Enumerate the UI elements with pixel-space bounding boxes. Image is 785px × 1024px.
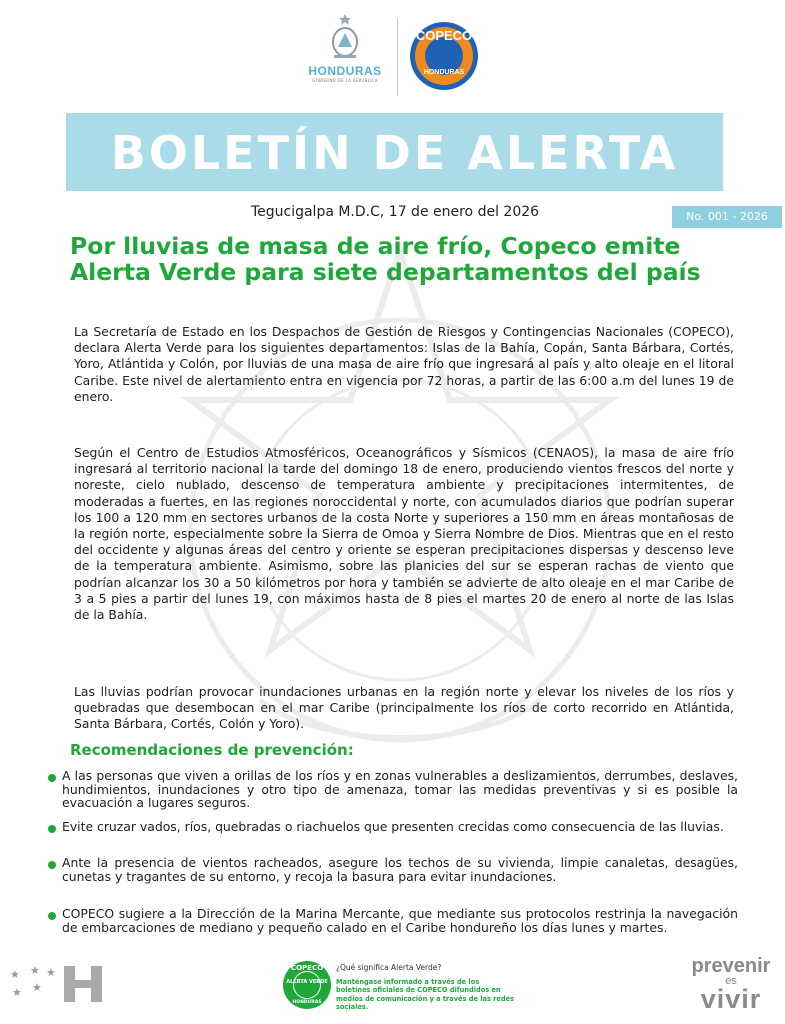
- banner-title: BOLETÍN DE ALERTA: [110, 126, 679, 180]
- footer-logo-bottom-text: HONDURAS: [292, 1000, 322, 1005]
- body-paragraph-3: Las lluvias podrían provocar inundaciones urbanas en la región norte y elevar los niveles de los ríos y quebradas que desembocan en el mar Caribe (principalmente los ríos de corto recorrido en Atlántida, Santa Bárbara, Cortés, Colón y Yoro).: [74, 684, 734, 732]
- bullet-dot-icon: [48, 861, 56, 869]
- coat-of-arms-icon: [328, 14, 362, 60]
- bullet-dot-icon: [48, 774, 56, 782]
- slogan-prevenir: prevenir: [691, 955, 771, 977]
- bulletin-number-badge: No. 001 - 2026: [672, 206, 782, 228]
- honduras-government-logo: [300, 14, 390, 83]
- honduras-logo-name: HONDURAS: [308, 64, 382, 78]
- copeco-alerta-verde-logo: [283, 961, 331, 1009]
- copeco-logo: [410, 22, 478, 90]
- footer-question: ¿Qué significa Alerta Verde?: [336, 963, 442, 972]
- body-paragraph-1: La Secretaría de Estado en los Despachos de Gestión de Riesgos y Contingencias Nacionales (COPECO), declara Alerta Verde para los siguientes departamentos: Islas de la Bahía, Copán, Santa Bárbara, Cortés, Yoro, Atlántida y Colón, por lluvias de una masa de aire frío que ingresará al país y alto oleaje en el litoral Caribe. Este nivel de alertamiento entra en vigencia por 72 horas, a partir de las 6:00 a.m del lunes 19 de enero.: [74, 324, 734, 404]
- recommendation-item: [48, 769, 738, 810]
- recommendation-item: [48, 820, 738, 834]
- recommendation-item: [48, 856, 738, 883]
- slogan-vivir: vivir: [700, 984, 762, 1014]
- recommendation-text: A las personas que viven a orillas de los ríos y en zonas vulnerables a deslizamientos, derrumbes, deslaves, hundimientos, inundaciones y otro tipo de amenaza, tomar las medidas preventivas y si es posible la evacuación a lugares seguros.: [62, 768, 738, 811]
- copeco-logo-bottom-text: HONDURAS: [423, 69, 465, 76]
- recommendation-item: [48, 907, 738, 934]
- recommendation-text: COPECO sugiere a la Dirección de la Marina Mercante, que mediante sus protocolos restrinja la navegación de embarcaciones de mediano y pequeño calado en el Caribe hondureño los días lunes y martes.: [62, 906, 738, 935]
- recommendation-text: Evite cruzar vados, ríos, quebradas o riachuelos que presenten crecidas como consecuencia de las lluvias.: [62, 819, 724, 834]
- dateline: Tegucigalpa M.D.C, 17 de enero del 2026: [250, 204, 540, 220]
- body-paragraph-2: Según el Centro de Estudios Atmosféricos, Oceanográficos y Sísmicos (CENAOS), la masa de aire frío ingresará al territorio nacional la tarde del domingo 18 de enero, produciendo vientos frescos del norte y noreste, cielo nublado, descenso de temperatura ambiente y precipitaciones intermitentes, de moderadas a fuertes, en las regiones noroccidental y norte, con acumulados diarios que podrían superar los 100 a 120 mm en sectores urbanos de la costa Norte y superiores a 150 mm en áreas montañosas de la región norte, especialmente sobre la Sierra de Omoa y Sierra Nombre de Dios. Mientras que en el resto del occidente y algunas áreas del centro y oriente se esperan precipitaciones dispersas y descenso leve de la temperatura ambiente. Asimismo, sobre las planicies del sur se esperan rachas de viento que podrían alcanzar los 30 a 50 kilómetros por hora y también se advierte de alto oleaje en el mar Caribe de 3 a 5 pies a partir del lunes 19, con máximos hasta de 8 pies el martes 20 de enero al norte de las Islas de la Bahía.: [74, 445, 734, 623]
- slogan-es: es: [725, 975, 737, 987]
- h-monogram-icon: [64, 966, 102, 1002]
- footer-logo-top-text: COPECO: [290, 964, 324, 972]
- bullet-dot-icon: [48, 825, 56, 833]
- bullet-dot-icon: [48, 912, 56, 920]
- stars-icon: ★ ★ ★ ★ ★: [10, 964, 56, 999]
- footer-logo-middle-text: ALERTA VERDE: [286, 979, 328, 985]
- headline: Por lluvias de masa de aire frío, Copeco emite Alerta Verde para siete departamentos del país: [70, 232, 701, 286]
- prevenir-es-vivir-logo: [684, 956, 778, 1012]
- copeco-logo-top-text: COPECO: [415, 28, 473, 43]
- footer-note: Manténgase informado a través de los boletines oficiales de COPECO difundidos en medios de comunicación y a través de las redes sociales.: [336, 978, 515, 1012]
- header-divider: [397, 18, 398, 96]
- honduras-logo-subtitle: GOBIERNO DE LA REPÚBLICA: [312, 78, 378, 83]
- recommendation-text: Ante la presencia de vientos racheados, asegure los techos de su vivienda, limpie canaletas, desagües, cunetas y tragantes de su entorno, y recoja la basura para evitar inundaciones.: [62, 855, 738, 884]
- title-banner: [66, 113, 723, 191]
- recommendations-title: Recomendaciones de prevención:: [70, 741, 354, 759]
